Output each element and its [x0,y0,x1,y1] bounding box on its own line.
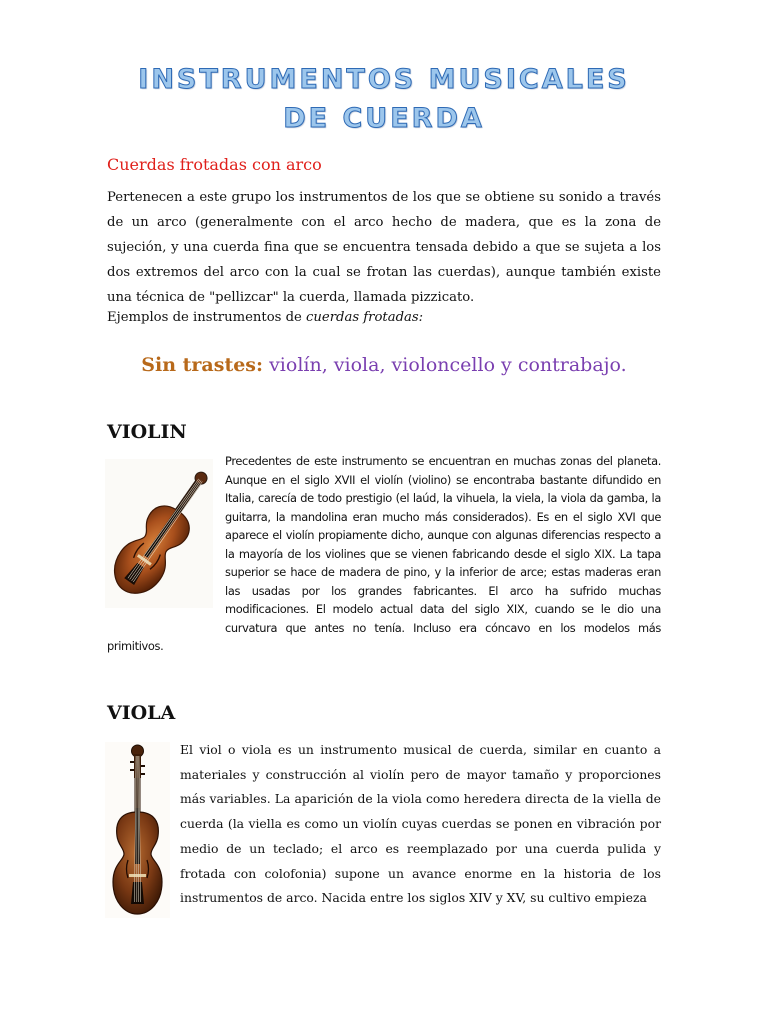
intro-paragraph [107,185,661,310]
violin-paragraph [107,452,661,656]
section-heading: Cuerdas frotadas con arco [107,155,322,174]
document-title-line-2: DE CUERDA [283,103,485,134]
examples-line [107,310,423,325]
viola-illustration [105,742,170,918]
viola-image [105,742,170,918]
intro-text: Pertenecen a este grupo los instrumentos de los que se obtiene su sonido a través de un arco (generalmente con el arco hecho de madera, que es la zona de sujeción, y una cuerda fina que se encuentra tensada debido a que se sujeta a los dos extremos del arco con la cual se frotan las cuerdas), aunque también existe una técnica de "pellizcar" la cuerda, llamada pizzicato. [107,190,661,305]
violin-image-spacer [107,452,225,619]
document-title-line-1: INSTRUMENTOS MUSICALES [138,64,630,95]
violin-heading: VIOLIN [107,421,187,443]
examples-prefix: Ejemplos de instrumentos de [107,310,307,325]
violin-text: Precedentes de este instrumento se encuentran en muchas zonas del planeta. Aunque en el siglo XVII el violín (violino) se encontraba bastante difundido en Italia, carecía de todo prestigio (el laúd, la vihuela, la viela, la viola da gamba, la guitarra, la mandolina eran mucho más considerados). Es en el siglo XVI que aparece el violín propiamente dicho, aunque con algunas diferencias respecto a la mayoría de los violines que se vienen fabricando desde el siglo XIX. La tapa superior se hace de madera de pino, y la inferior de arce; estas maderas eran las usadas por los grandes fabricantes. El arco ha sufrido muchas modificaciones. El modelo actual data del siglo XIX, cuando se le dio una curvatura que antes no tenía. Incluso era cóncavo en los modelos más primitivos. [107,454,661,653]
sin-trastes-label: Sin trastes: [141,354,264,376]
viola-paragraph: El viol o viola es un instrumento musical de cuerda, similar en cuanto a materiales y construcción al violín pero de mayor tamaño y proporciones más variables. La aparición de la viola como heredera directa de la viella de cuerda (la viella es como un violín cuyas cuerdas se ponen en vibración por medio de un teclado; el arco es reemplazado por una cuerda pulida y frotada con colofonia) supone un avance enorme en la historia de los instrumentos de arco. Nacida entre los siglos XIV y XV, su cultivo empieza [180,742,661,906]
sin-trastes-line [0,354,768,376]
viola-heading: VIOLA [107,702,176,724]
examples-emphasis: cuerdas frotadas: [306,310,424,325]
sin-trastes-value: violín, viola, violoncello y contrabajo. [263,354,627,376]
